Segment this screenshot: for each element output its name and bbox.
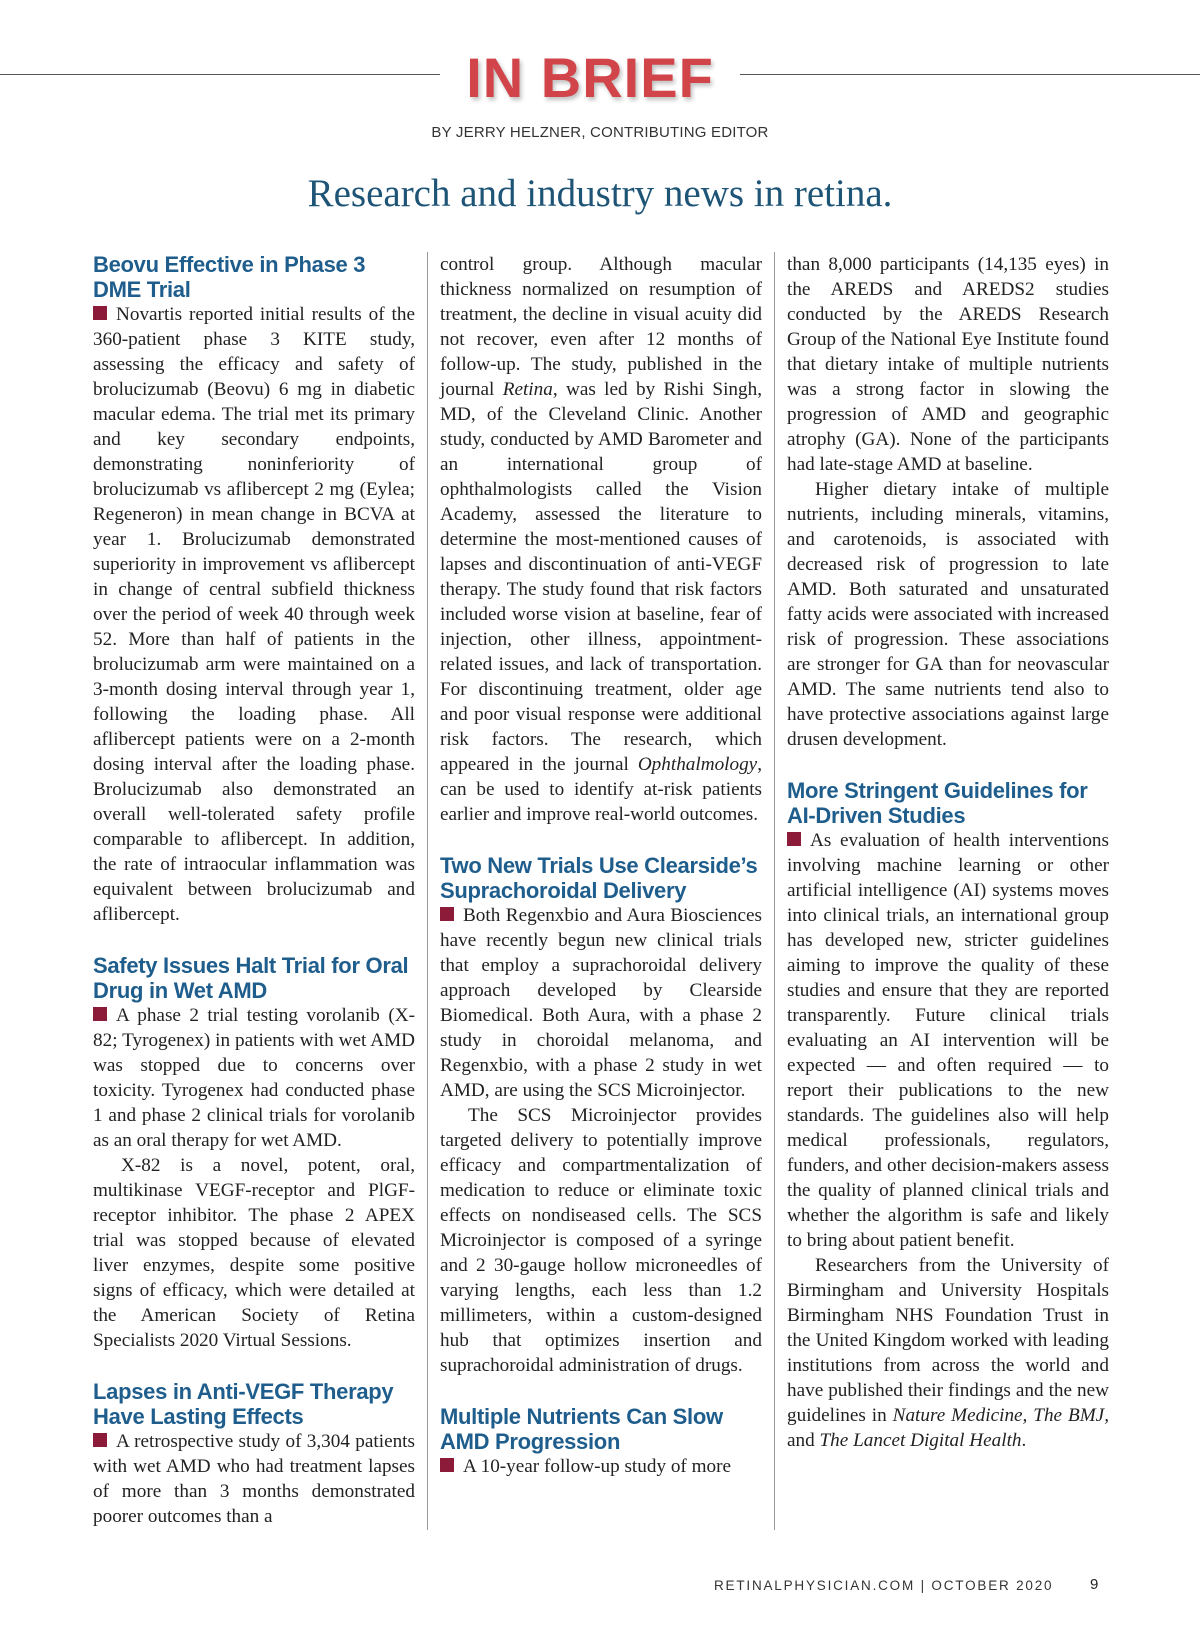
journal-name: Ophthalmology [637,754,758,775]
masthead-rule-right [740,74,1200,75]
journal-name: The Lancet Digital Health [819,1430,1022,1451]
article-paragraph: Novartis reported initial results of the 360-patient phase 3 KITE study, assessing the efficacy and safety of brolucizumab (Beovu) 6 mg in diabetic macular edema. The trial met its primary and key secondary endpoints, demonstrating noninferiority of brolucizumab vs aflibercept 2 mg (Eylea; Regeneron) in mean change in BCVA at year 1. Brolucizumab demonstrated superiority in improvement vs aflibercept in change of central subfield thickness over the period of week 40 through week 52. More than half of patients in the brolucizumab arm were maintained on a 3-month dosing interval through year 1, following the loading phase. All aflibercept patients were on a 2-month dosing interval after the loading phase. Brolucizumab also demonstrated an overall well-tolerated safety profile comparable to aflibercept. In addition, the rate of intraocular inflammation was equivalent between brolucizumab and aflibercept. [93,304,415,925]
article-paragraph: Both Regenxbio and Aura Biosciences have recently begun new clinical trials that employ a suprachoroidal delivery approach developed by Clearside Biomedical. Both Aura, with a phase 2 study in choroidal melanoma, and Regenxbio, with a phase 2 study in wet AMD, are using the SCS Microinjector. [440,905,762,1101]
square-bullet-icon [93,1433,107,1447]
article-paragraph: X-82 is a novel, potent, oral, multikinase VEGF-receptor and PlGF-receptor inhibitor. The phase 2 APEX trial was stopped because of elevated liver enzymes, despite some positive signs of efficacy, which were detailed at the American Society of Retina Specialists 2020 Virtual Sessions. [93,1155,415,1351]
article-paragraph: A retrospective study of 3,304 patients with wet AMD who had treatment lapses of more than 3 months demonstrated poorer outcomes than a [93,1431,415,1527]
square-bullet-icon [440,1458,454,1472]
article-paragraph: The SCS Microinjector provides targeted delivery to potentially improve efficacy and compartmentalization of medication to reduce or eliminate toxic effects on nondiseased cells. The SCS Microinjector is composed of a syringe and 2 30-gauge hollow microneedles of varying lengths, each less than 1.2 millimeters, within a custom-designed hub that optimizes insertion and suprachoroidal administration of drugs. [440,1105,762,1376]
square-bullet-icon [787,832,801,846]
section-tagline: Research and industry news in retina. [307,172,893,215]
article-paragraph: A phase 2 trial testing vorolanib (X-82; Tyrogenex) in patients with wet AMD was stopped due to concerns over toxicity. Tyrogenex had conducted phase 1 and phase 2 clinical trials for vorolanib as an oral therapy for wet AMD. [93,1005,415,1151]
masthead-title: IN BRIEF [466,46,714,109]
article-paragraph: A 10-year follow-up study of more [440,1454,762,1479]
article-paragraph-continued: control group. Although macular thickness normalized on resumption of treatment, the decline in visual acuity did not recover, even after 12 months of follow-up. The study, published in the journal Retina, was led by Rishi Singh, MD, of the Cleveland Clinic. Another study, conducted by AMD Barometer and an international group of ophthalmologists called the Vision Academy, assessed the literature to determine the most-mentioned causes of lapses and discontinuation of anti-VEGF therapy. The study found that risk factors included worse vision at baseline, fear of injection, other illness, appointment-related issues, and lack of transportation. For discontinuing treatment, older age and poor visual response were additional risk factors. The research, which appeared in the journal Ophthalmology, can be used to identify at-risk patients earlier and improve real-world outcomes. [440,254,762,825]
article-paragraph-continued: than 8,000 participants (14,135 eyes) in the AREDS and AREDS2 studies conducted by the AREDS Research Group of the National Eye Institute found that dietary intake of multiple nutrients was a strong factor in slowing the progression of AMD and geographic atrophy (GA). None of the participants had late-stage AMD at baseline. [787,254,1109,475]
masthead-rule-left [0,74,440,75]
column-1 [93,252,415,1529]
square-bullet-icon [440,907,454,921]
column-divider [427,252,428,1530]
article-paragraph: As evaluation of health interventions involving machine learning or other artificial intelligence (AI) systems moves into clinical trials, an international group has developed new, stricter guidelines aiming to improve the quality of these studies and ensure that they are reported transparently. Future clinical trials evaluating an AI intervention will be expected — and often required — to report their publications to the new standards. The guidelines also will help medical professionals, regulators, funders, and other decision-makers assess the quality of planned clinical trials and whether the algorithm is safe and likely to bring about patient benefit. [787,830,1109,1251]
square-bullet-icon [93,306,107,320]
article-headline: Beovu Effective in Phase 3 DME Trial [93,252,366,302]
square-bullet-icon [93,1007,107,1021]
page-number: 9 [1090,1576,1099,1593]
byline: BY JERRY HELZNER, CONTRIBUTING EDITOR [431,124,769,141]
column-3 [787,252,1109,1453]
article-headline: More Stringent Guidelines for AI-Driven Studies [787,778,1088,828]
article-headline: Lapses in Anti-VEGF Therapy Have Lasting Effects [93,1379,394,1429]
journal-name: Retina [502,379,553,400]
article-paragraph: Higher dietary intake of multiple nutrients, including minerals, vitamins, and carotenoids, is associated with decreased risk of progression to late AMD. Both saturated and unsaturated fatty acids were associated with increased risk of progression. These associations are stronger for GA than for neovascular AMD. The same nutrients tend also to have protective associations against large drusen development. [787,479,1109,750]
column-divider [774,252,775,1530]
article-paragraph: Researchers from the University of Birmingham and University Hospitals Birmingham NHS Foundation Trust in the United Kingdom worked with leading institutions from across the world and have published their findings and the new guidelines in Nature Medicine, The BMJ, and The Lancet Digital Health. [787,1255,1109,1451]
article-headline: Safety Issues Halt Trial for Oral Drug in Wet AMD [93,953,409,1003]
journal-name: Nature Medicine, The BMJ, [892,1405,1109,1426]
footer-site-date: RETINALPHYSICIAN.COM | OCTOBER 2020 [714,1578,1054,1593]
article-headline: Two New Trials Use Clearside’s Suprachoroidal Delivery [440,853,758,903]
column-2 [440,252,762,1479]
article-headline: Multiple Nutrients Can Slow AMD Progression [440,1404,723,1454]
